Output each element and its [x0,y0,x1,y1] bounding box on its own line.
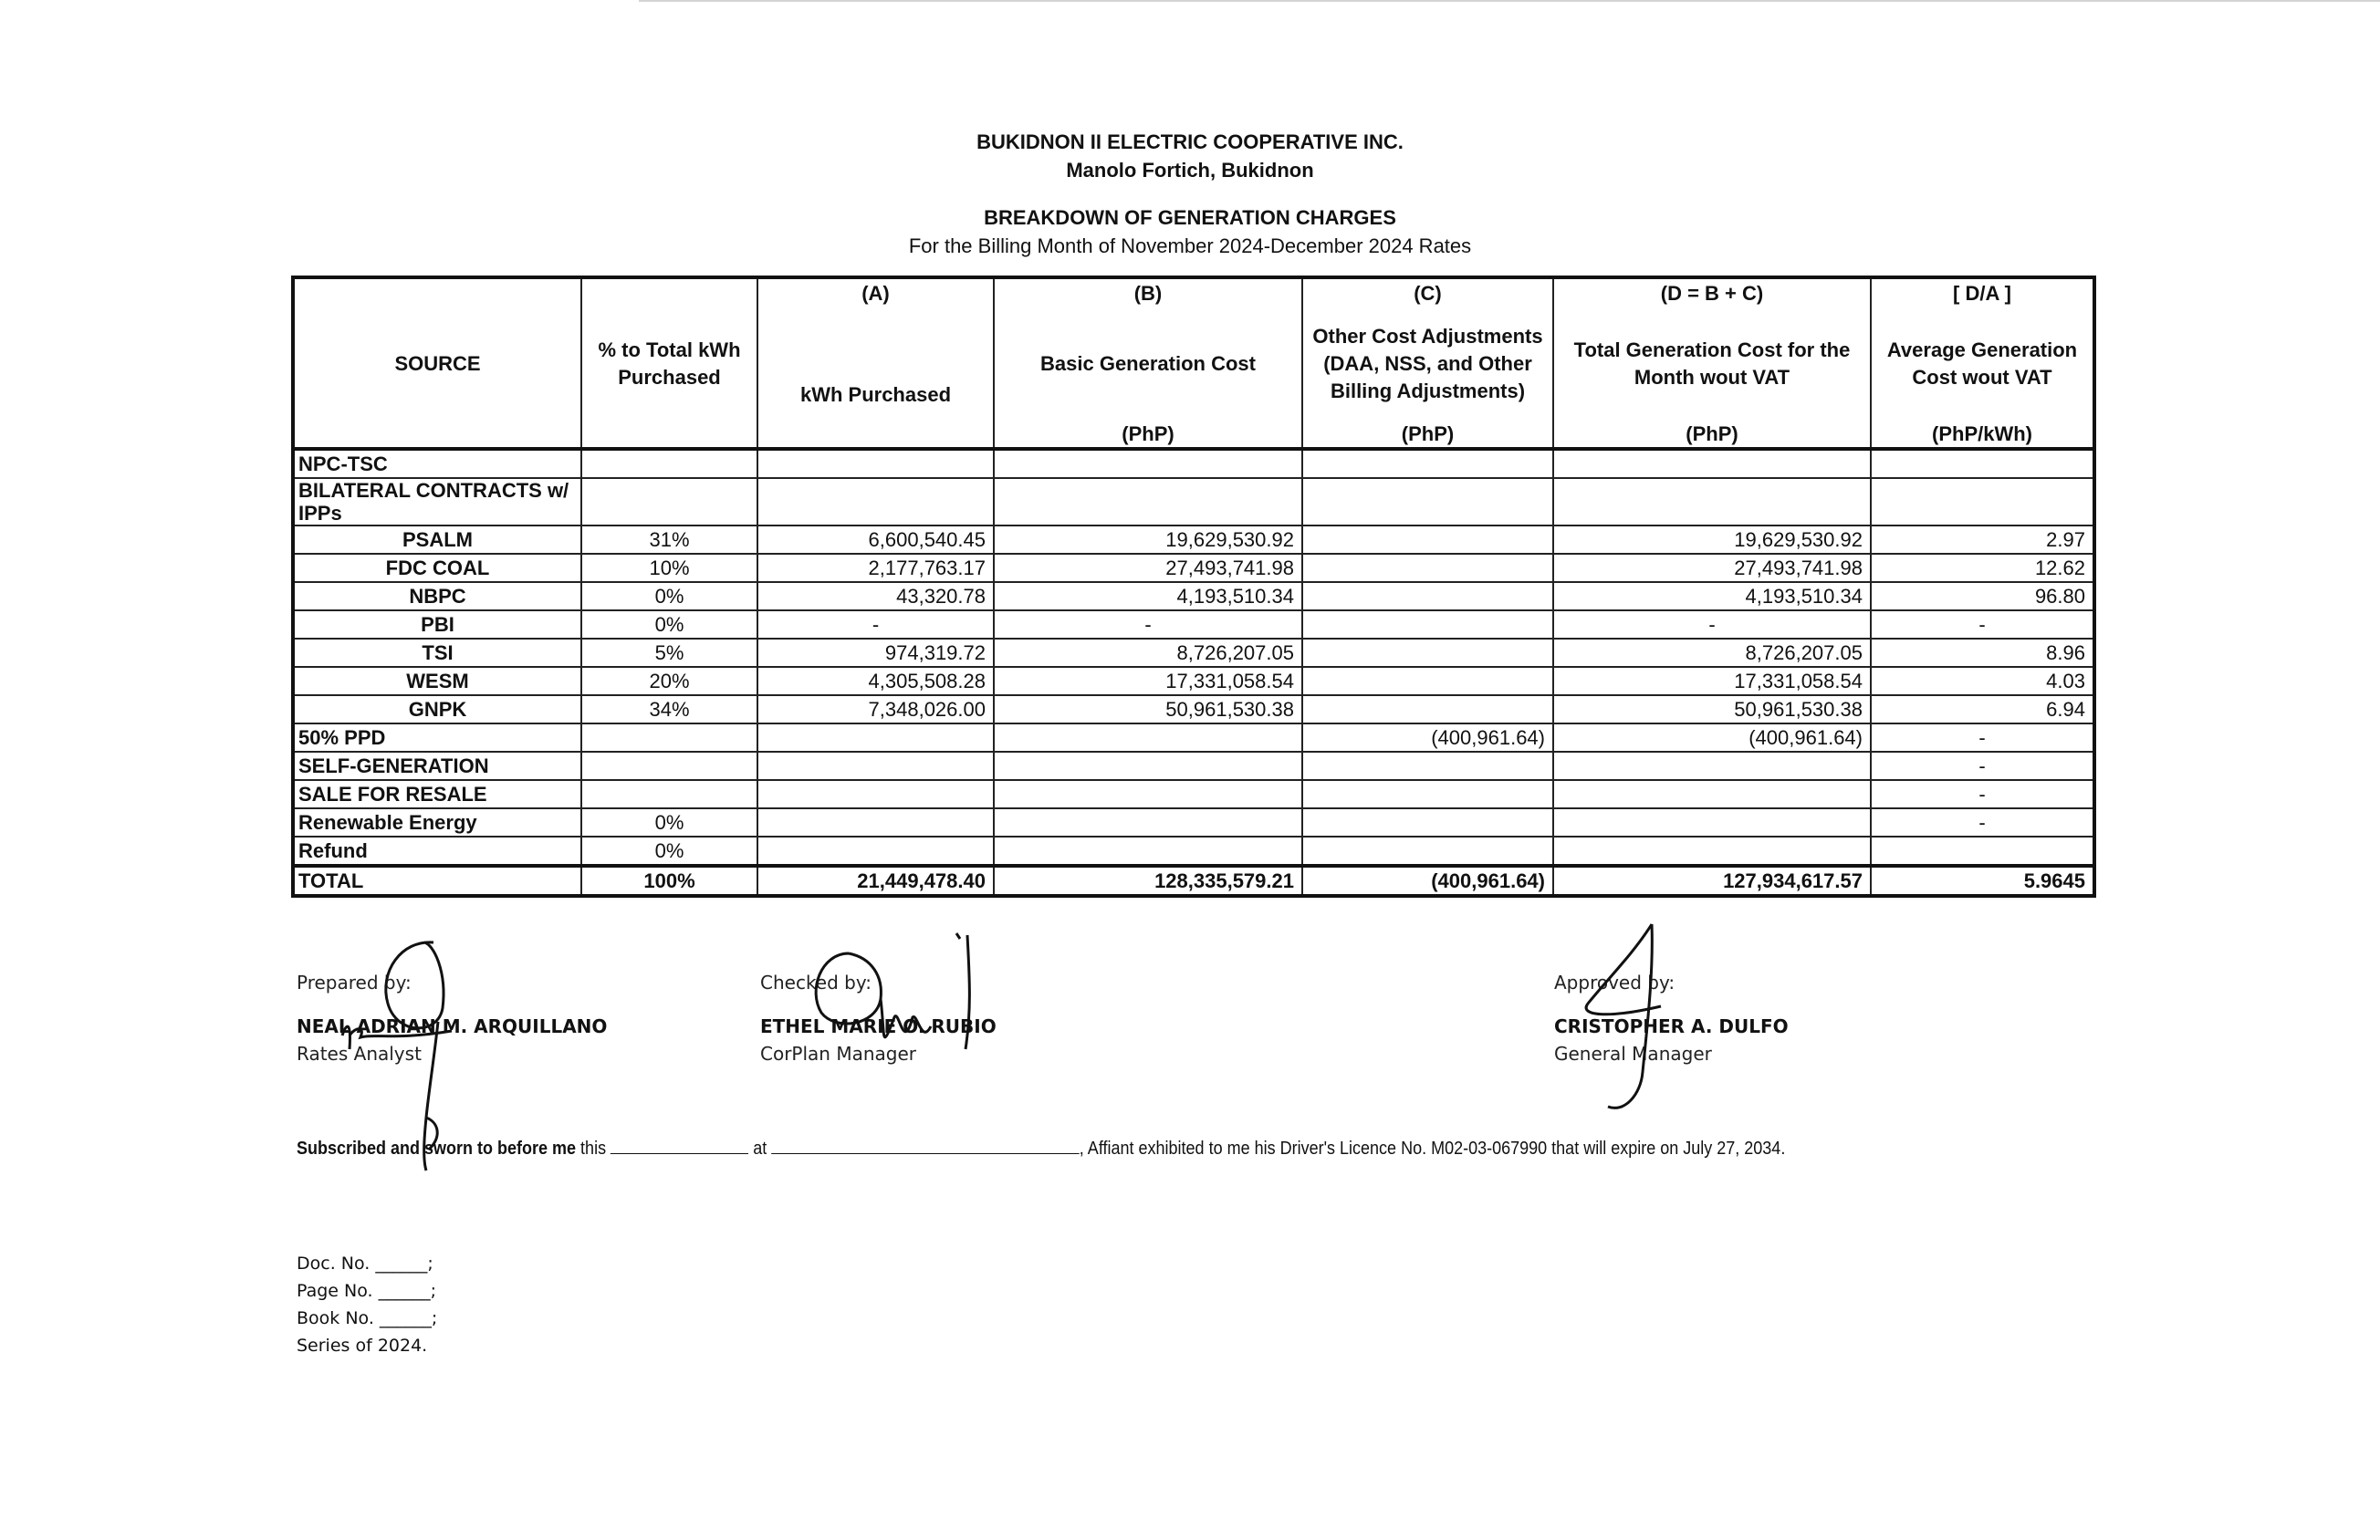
row-pct: 34% [581,695,757,723]
company-location: Manolo Fortich, Bukidnon [1066,159,1314,182]
row-kwh: 974,319.72 [757,639,994,667]
row-basic: 50,961,530.38 [994,695,1302,723]
row-avg: - [1871,723,2094,752]
row-avg [1871,478,2094,525]
total-total: 127,934,617.57 [1553,866,1871,896]
row-pct: 0% [581,837,757,866]
doc-no: Doc. No. ______; [297,1254,433,1274]
top-edge-line [639,0,2380,2]
col-header-label: SOURCE [394,352,481,375]
row-total: 17,331,058.54 [1553,667,1871,695]
row-total [1553,752,1871,780]
oath-rest-text: , Affiant exhibited to me his Driver's Licence No. M02-03-067990 that will expire on July 27, 2034. [1079,1139,1786,1159]
row-other [1302,639,1553,667]
table-row [293,723,2094,752]
row-avg: 4.03 [1871,667,2094,695]
row-basic: 17,331,058.54 [994,667,1302,695]
prepared-by-name: NEAL ADRIAN M. ARQUILLANO [297,1015,608,1037]
col-header-source [293,277,581,449]
row-total [1553,837,1871,866]
row-basic: 19,629,530.92 [994,525,1302,554]
table-row [293,610,2094,639]
row-other [1302,554,1553,582]
row-pct [581,723,757,752]
document-subtitle: For the Billing Month of November 2024-December 2024 Rates [908,234,1472,257]
row-other [1302,582,1553,610]
oath-line [297,1137,1785,1160]
table-row [293,582,2094,610]
row-source: Renewable Energy [293,808,581,837]
row-total [1553,780,1871,808]
approved-by-name: CRISTOPHER A. DULFO [1554,1015,1789,1037]
col-header-unit: (PhP/kWh) [1932,422,2032,445]
col-header-kwh [757,277,994,449]
col-header-code: [ D/A ] [1953,282,2011,305]
approved-signature [1551,917,1697,1127]
row-total [1553,478,1871,525]
row-kwh: 4,305,508.28 [757,667,994,695]
table-row [293,449,2094,478]
row-pct: 10% [581,554,757,582]
row-other: (400,961.64) [1302,723,1553,752]
row-kwh [757,478,994,525]
table-row [293,478,2094,525]
series: Series of 2024. [297,1336,428,1356]
row-source: PSALM [293,525,581,554]
row-total: (400,961.64) [1553,723,1871,752]
row-source: GNPK [293,695,581,723]
row-kwh: - [757,610,994,639]
col-header-total [1553,277,1871,449]
date-blank [611,1137,748,1154]
total-kwh: 21,449,478.40 [757,866,994,896]
row-pct [581,478,757,525]
table-row [293,780,2094,808]
table-row [293,667,2094,695]
row-source: SELF-GENERATION [293,752,581,780]
row-avg: 12.62 [1871,554,2094,582]
row-basic [994,752,1302,780]
row-total: - [1553,610,1871,639]
table-header-row [293,277,2094,449]
row-other [1302,478,1553,525]
row-pct: 5% [581,639,757,667]
row-basic: - [994,610,1302,639]
table-row [293,752,2094,780]
row-source: PBI [293,610,581,639]
row-pct [581,752,757,780]
row-other [1302,449,1553,478]
row-total: 50,961,530.38 [1553,695,1871,723]
checked-by-label: Checked by: [760,972,872,994]
col-header-other [1302,277,1553,449]
col-header-label: Basic Generation Cost [1040,352,1256,375]
col-header-label: Average Generation Cost wout VAT [1886,338,2078,389]
row-kwh: 2,177,763.17 [757,554,994,582]
col-header-code: (D = B + C) [1660,282,1764,305]
row-avg: 6.94 [1871,695,2094,723]
col-header-basic [994,277,1302,449]
place-blank [771,1137,1079,1154]
row-pct: 0% [581,582,757,610]
row-total [1553,808,1871,837]
row-other [1302,695,1553,723]
col-header-label: kWh Purchased [799,383,952,406]
row-kwh: 43,320.78 [757,582,994,610]
col-header-code: (B) [1133,282,1163,305]
document-title: BREAKDOWN OF GENERATION CHARGES [984,206,1396,229]
row-basic [994,723,1302,752]
total-other: (400,961.64) [1302,866,1553,896]
row-basic [994,449,1302,478]
row-total [1553,449,1871,478]
col-header-unit: (PhP) [1686,422,1738,445]
row-pct [581,780,757,808]
row-pct: 0% [581,610,757,639]
approved-by-title: General Manager [1554,1043,1712,1065]
checked-by-title: CorPlan Manager [760,1043,916,1065]
row-kwh [757,837,994,866]
row-kwh [757,752,994,780]
table-row [293,837,2094,866]
row-source: SALE FOR RESALE [293,780,581,808]
prepared-by-title: Rates Analyst [297,1043,422,1065]
row-basic [994,780,1302,808]
row-other [1302,610,1553,639]
row-basic [994,837,1302,866]
row-kwh [757,723,994,752]
row-other [1302,525,1553,554]
row-avg: - [1871,752,2094,780]
table-row [293,525,2094,554]
col-header-label: Total Generation Cost for the Month wout VAT [1573,338,1851,389]
table-row [293,695,2094,723]
col-header-code: (A) [861,282,890,305]
notarial-info [297,1250,437,1359]
table-total-row [293,866,2094,896]
checked-signature [794,926,976,1145]
generation-charges-table [291,276,2096,898]
row-pct [581,449,757,478]
row-other [1302,837,1553,866]
row-source: NBPC [293,582,581,610]
row-basic [994,808,1302,837]
row-source: TSI [293,639,581,667]
row-kwh: 6,600,540.45 [757,525,994,554]
row-basic: 8,726,207.05 [994,639,1302,667]
col-header-avg [1871,277,2094,449]
row-total: 8,726,207.05 [1553,639,1871,667]
book-no: Book No. ______; [297,1308,438,1328]
table-row [293,808,2094,837]
row-pct: 31% [581,525,757,554]
oath-at-text: at [748,1139,772,1159]
row-other [1302,808,1553,837]
col-header-code: (C) [1414,282,1442,305]
row-kwh [757,780,994,808]
row-kwh [757,449,994,478]
document-header [0,128,2380,260]
company-name: BUKIDNON II ELECTRIC COOPERATIVE INC. [976,130,1404,153]
row-source: 50% PPD [293,723,581,752]
row-source: BILATERAL CONTRACTS w/ IPPs [293,478,581,525]
row-source: FDC COAL [293,554,581,582]
row-total: 27,493,741.98 [1553,554,1871,582]
row-other [1302,667,1553,695]
oath-this-text: this [576,1139,611,1159]
row-avg: 8.96 [1871,639,2094,667]
row-kwh [757,808,994,837]
col-header-label: % to Total kWh Purchased [598,338,741,389]
col-header-unit: (PhP) [1401,422,1455,445]
row-basic: 27,493,741.98 [994,554,1302,582]
row-kwh: 7,348,026.00 [757,695,994,723]
row-avg: - [1871,808,2094,837]
total-source: TOTAL [293,866,581,896]
row-source: Refund [293,837,581,866]
row-avg [1871,837,2094,866]
row-avg: 96.80 [1871,582,2094,610]
oath-bold-text: Subscribed and sworn to before me [297,1139,577,1159]
row-other [1302,780,1553,808]
prepared-by-label: Prepared by: [297,972,412,994]
row-total: 4,193,510.34 [1553,582,1871,610]
row-total: 19,629,530.92 [1553,525,1871,554]
row-source: NPC-TSC [293,449,581,478]
row-pct: 0% [581,808,757,837]
total-avg: 5.9645 [1871,866,2094,896]
col-header-pct [581,277,757,449]
total-basic: 128,335,579.21 [994,866,1302,896]
col-header-unit: (PhP) [1122,422,1174,445]
row-avg: - [1871,780,2094,808]
row-source: WESM [293,667,581,695]
checked-by-name: ETHEL MARIE O. RUBIO [760,1015,997,1037]
row-basic: 4,193,510.34 [994,582,1302,610]
col-header-label: Other Cost Adjustments (DAA, NSS, and Other Billing Adjustments) [1312,325,1543,402]
total-pct: 100% [581,866,757,896]
row-pct: 20% [581,667,757,695]
table-row [293,639,2094,667]
table-row [293,554,2094,582]
page-no: Page No. ______; [297,1281,437,1301]
row-other [1302,752,1553,780]
row-avg: 2.97 [1871,525,2094,554]
row-avg: - [1871,610,2094,639]
row-basic [994,478,1302,525]
row-avg [1871,449,2094,478]
approved-by-label: Approved by: [1554,972,1675,994]
